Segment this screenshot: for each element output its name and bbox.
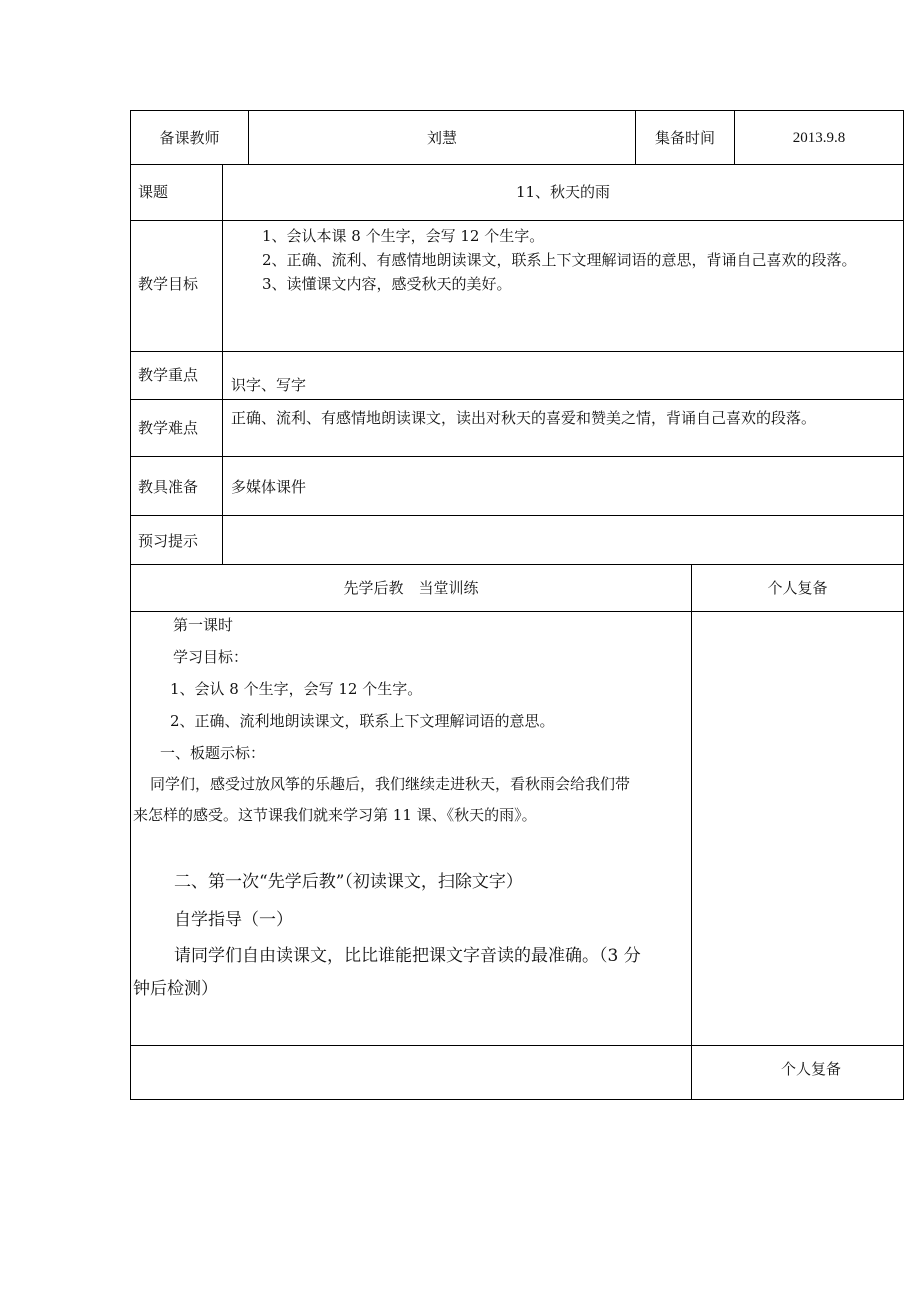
lesson-line: 钟后检测） [133, 979, 218, 999]
row-divider [130, 456, 904, 457]
key-value: 识字、写字 [231, 376, 307, 394]
lesson-line: 2、正确、流利地朗读课文，联系上下文理解词语的意思。 [170, 712, 555, 730]
goal-item: 3、读懂课文内容，感受秋天的美好。 [262, 275, 512, 293]
topic-label: 课题 [138, 183, 169, 201]
key-label: 教学重点 [138, 366, 199, 384]
preview-label: 预习提示 [138, 532, 199, 550]
goal-item: 1、会认本课 8 个生字，会写 12 个生字。 [262, 227, 545, 245]
row-divider [130, 164, 904, 165]
tools-value: 多媒体课件 [231, 478, 307, 496]
lesson-line: 来怎样的感受。这节课我们就来学习第 11 课、《秋天的雨》。 [133, 806, 537, 824]
goal-item: 2、正确、流利、有感情地朗读课文，联系上下文理解词语的意思，背诵自己喜欢的段落。 [262, 251, 857, 269]
row-divider [130, 515, 904, 516]
table-border-bottom [130, 1099, 904, 1100]
goals-label: 教学目标 [138, 275, 199, 293]
tools-label: 教具准备 [138, 478, 199, 496]
section-side-header: 个人复备 [767, 579, 828, 597]
time-label: 集备时间 [654, 129, 715, 147]
row-divider [130, 399, 904, 400]
lesson-line: 同学们，感受过放风筝的乐趣后，我们继续走进秋天，看秋雨会给我们带 [150, 775, 631, 793]
row-divider [130, 564, 904, 565]
lesson-line: 自学指导（一） [174, 910, 293, 930]
time-value: 2013.9.8 [792, 130, 846, 146]
table-border-left [130, 110, 131, 1100]
lesson-line: 二、第一次“先学后教”（初读课文，扫除文字） [174, 872, 523, 892]
row-divider [130, 220, 904, 221]
lesson-line: 第一课时 [173, 616, 234, 634]
lesson-line: 学习目标： [173, 648, 249, 666]
footer-side-header: 个人复备 [781, 1060, 842, 1078]
section-main-header: 先学后教 当堂训练 [343, 579, 479, 597]
table-border-top [130, 110, 904, 111]
col-divider [222, 164, 223, 565]
difficulty-label: 教学难点 [138, 419, 199, 437]
lesson-line: 1、会认 8 个生字，会写 12 个生字。 [170, 680, 423, 698]
row-divider [130, 1045, 904, 1046]
row-divider [130, 351, 904, 352]
teacher-label: 备课教师 [159, 129, 220, 147]
topic-value: 11、秋天的雨 [515, 183, 611, 201]
col-divider [691, 564, 692, 1100]
lesson-line: 请同学们自由读课文，比比谁能把课文字音读的最准确。（3 分 [174, 946, 641, 966]
table-border-right [903, 110, 904, 1100]
lesson-line: 一、板题示标： [160, 744, 266, 762]
row-divider [130, 611, 904, 612]
difficulty-value: 正确、流利、有感情地朗读课文，读出对秋天的喜爱和赞美之情，背诵自己喜欢的段落。 [231, 409, 817, 427]
teacher-name: 刘慧 [426, 129, 457, 147]
